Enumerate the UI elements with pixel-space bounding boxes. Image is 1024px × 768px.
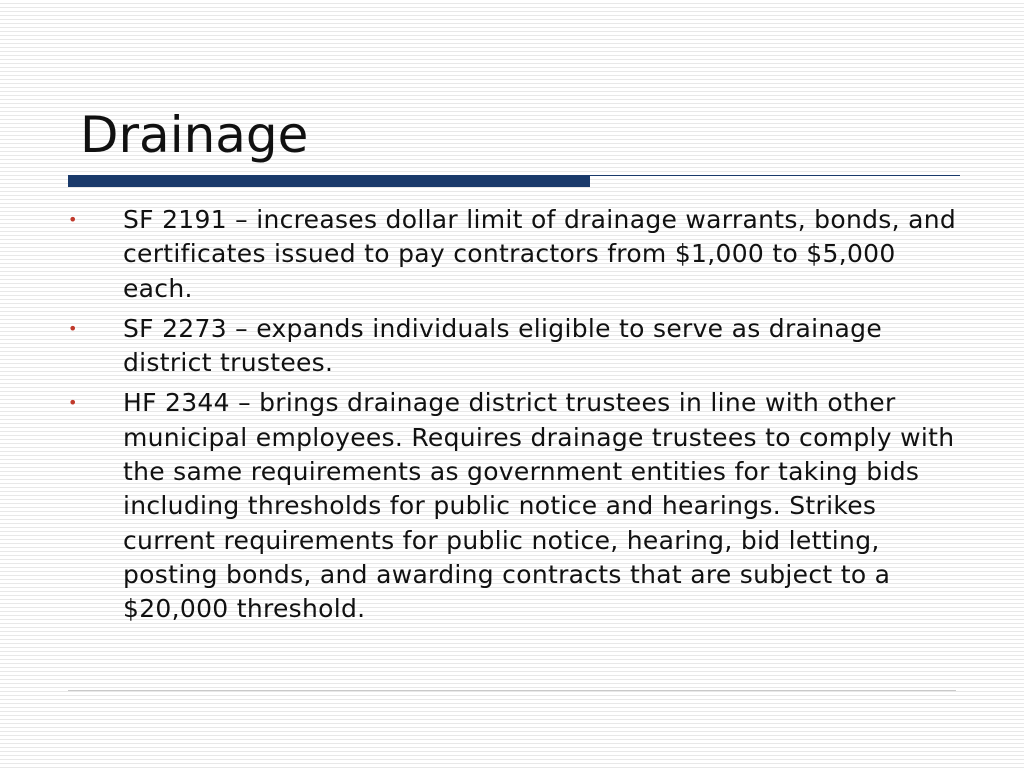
bullet-icon: •: [68, 210, 78, 229]
bullet-text: SF 2191 – increases dollar limit of drainage warrants, bonds, and certificates issued to pay contractors from $1,000 to $5,000 each.: [123, 205, 957, 303]
bullet-item: [68, 312, 960, 381]
title-rule-thin: [590, 175, 960, 176]
slide-title: Drainage: [80, 106, 309, 164]
footer-rule: [68, 690, 956, 691]
bullet-item: [68, 203, 960, 306]
bullet-text: SF 2273 – expands individuals eligible to serve as drainage district trustees.: [123, 313, 883, 378]
bullet-icon: •: [68, 318, 78, 338]
title-rule-thick: [68, 175, 590, 187]
bullet-text: HF 2344 – brings drainage district trustees in line with other municipal employees. Requires drainage trustees to comply with the same requirements as government entities for taking bids including thresholds for public notice and hearings. Strikes current requirements for public notice, hearing, bid letting, posting bonds, and awarding contracts that are subject to a $20,000 threshold.: [123, 388, 955, 624]
bullet-item: [68, 386, 960, 626]
bullet-icon: •: [68, 393, 78, 413]
bullet-list: [68, 203, 960, 633]
